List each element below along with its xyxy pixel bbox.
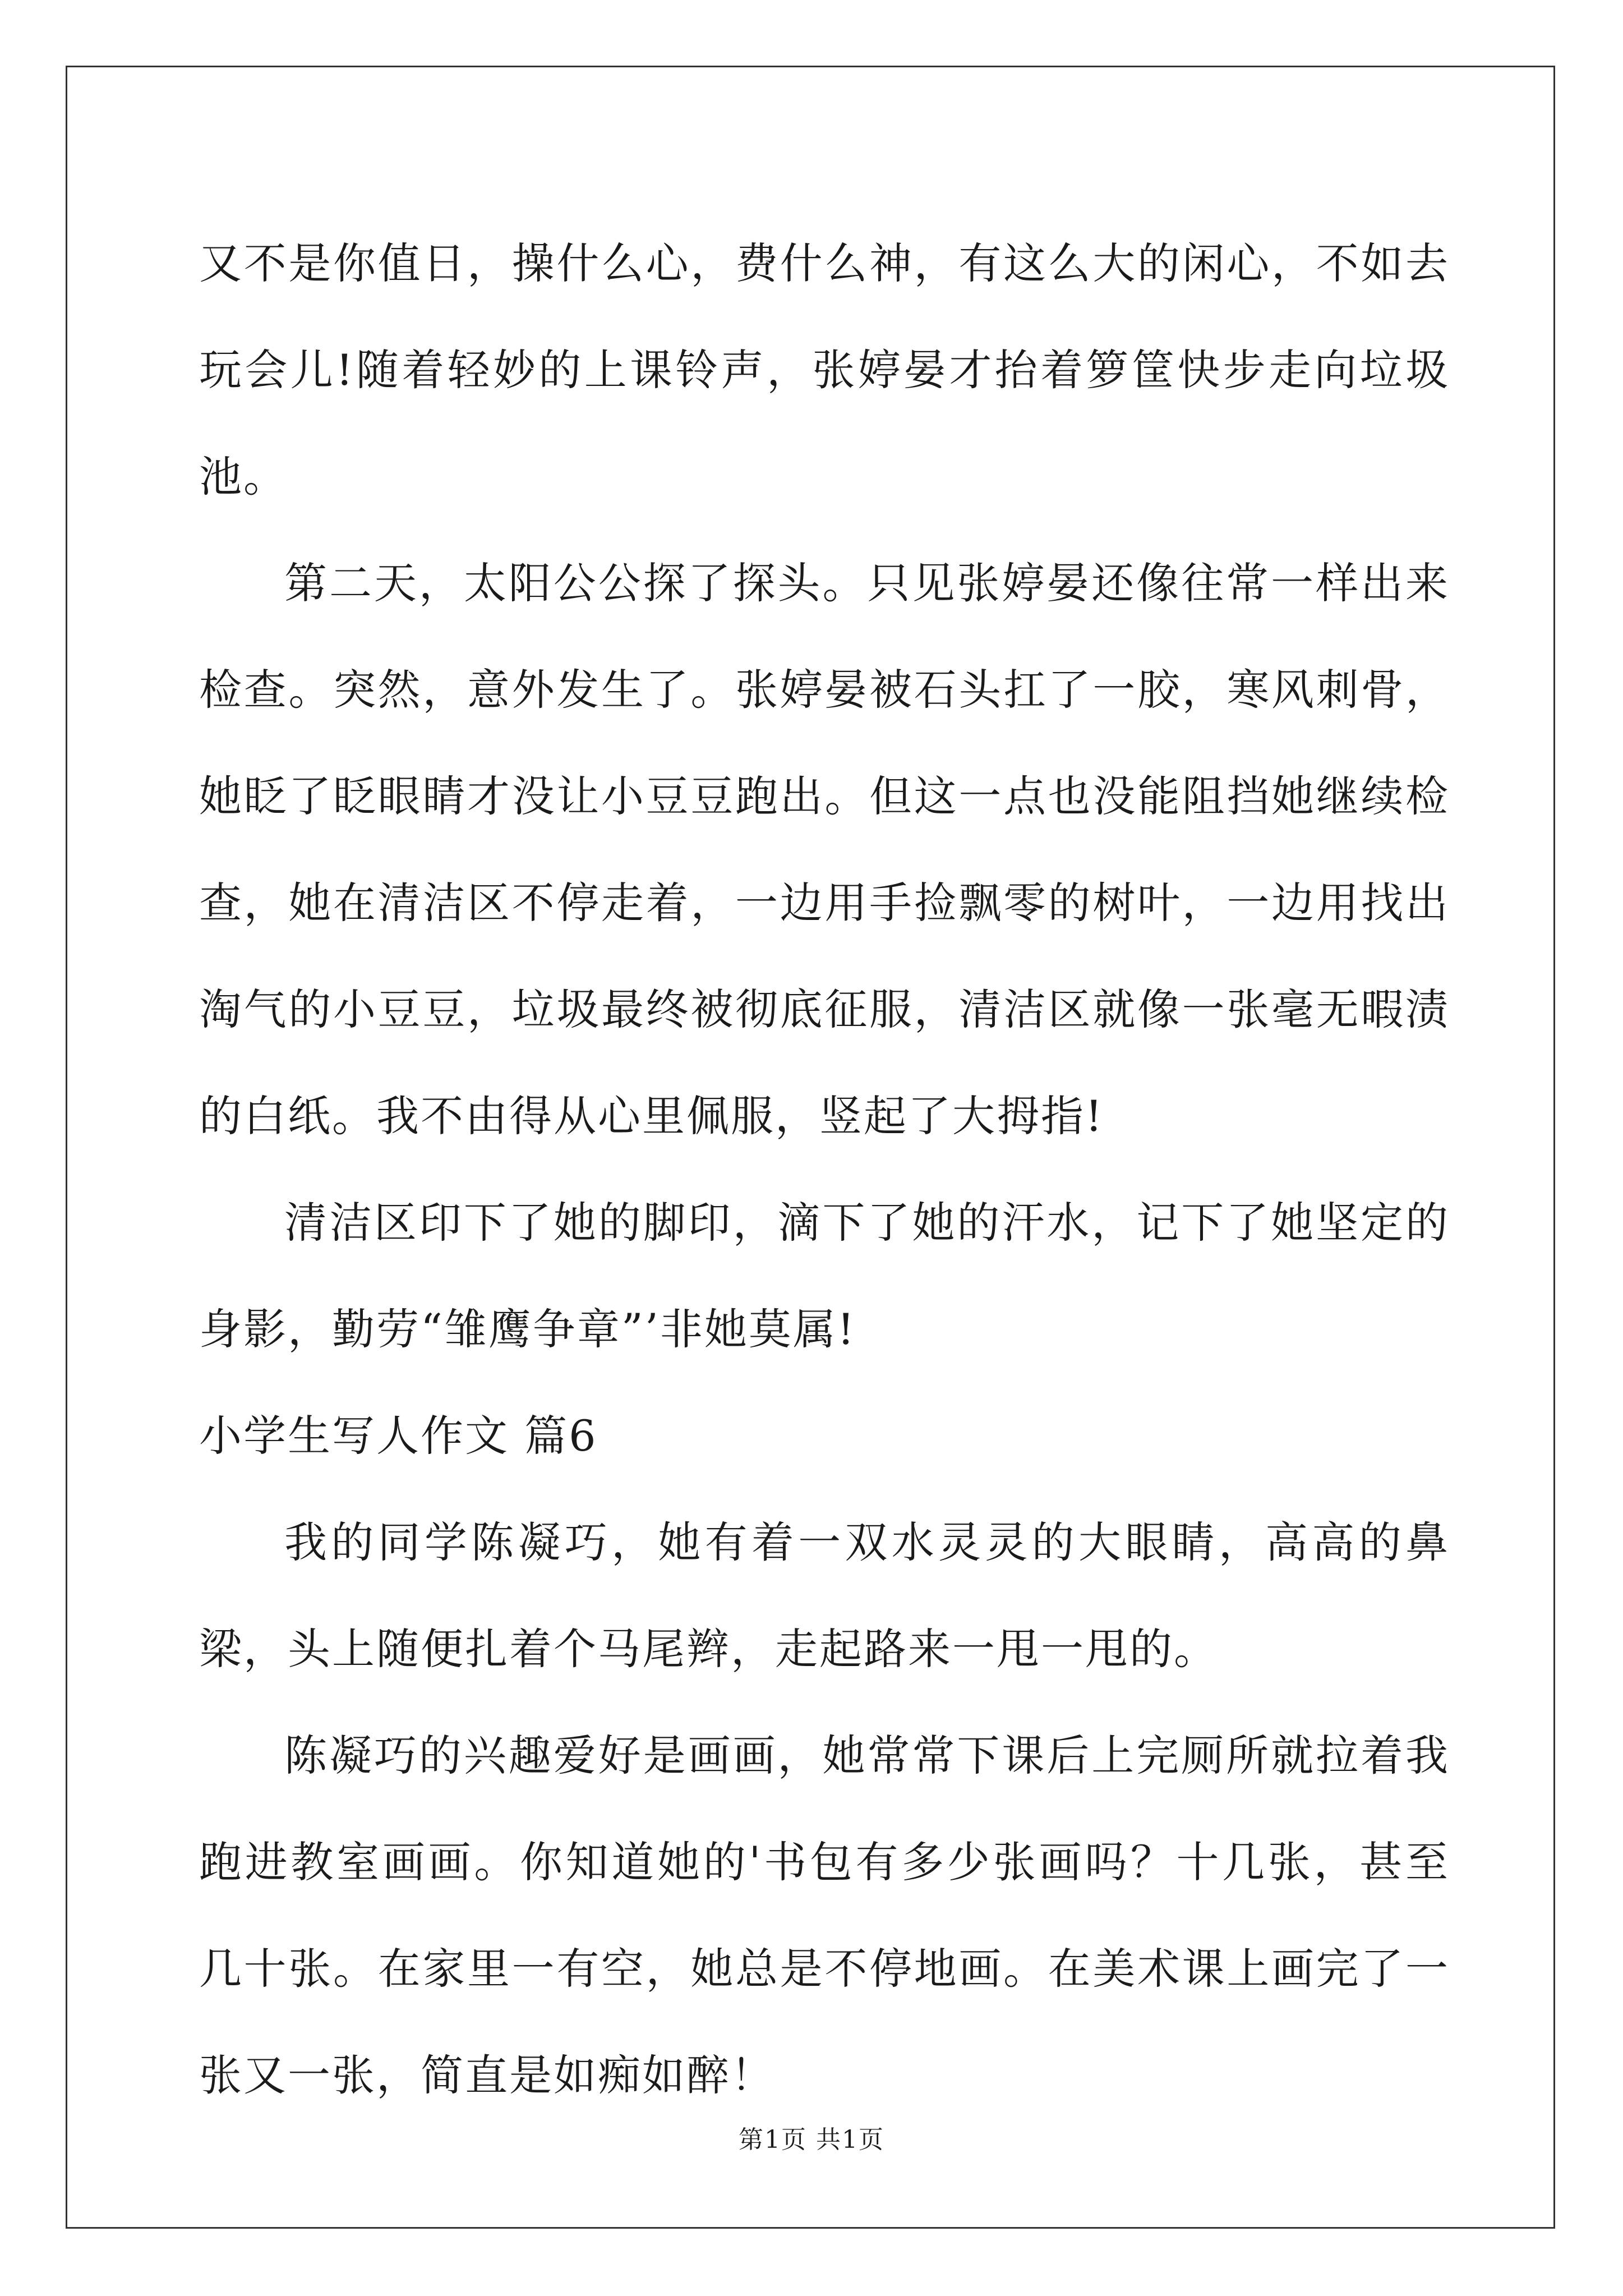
paragraph-3: 清洁区印下了她的脚印，滴下了她的汗水，记下了她坚定的身影，勤劳“雏鹰争章”’非她莫属! — [199, 1198, 1450, 1354]
paragraph-1: 又不是你值日，操什么心，费什么神，有这么大的闲心，不如去玩会儿!随着轻妙的上课铃声，张婷晏才抬着箩筐快步走向垃圾池。 — [199, 238, 1450, 501]
page-footer: 第1页 共1页 — [739, 2125, 884, 2154]
document-body — [199, 210, 1450, 2129]
paragraph-4: 我的同学陈凝巧，她有着一双水灵灵的大眼睛，高高的鼻梁，头上随便扎着个马尾辫，走起路来一甩一甩的。 — [199, 1517, 1450, 1674]
paragraph-2: 第二天，太阳公公探了探头。只见张婷晏还像往常一样出来检查。突然，意外发生了。张婷晏被石头扛了一胶，寒风刺骨，她眨了眨眼睛才没让小豆豆跑出。但这一点也没能阻挡她继续检查，她在清洁区不停走着，一边用手捡飘零的树叶，一边用找出淘气的小豆豆，垃圾最终被彻底征服，清洁区就像一张毫无暇渍的白纸。我不由得从心里佩服，竖起了大拇指! — [199, 558, 1450, 1141]
section-heading: 小学生写人作文 篇6 — [199, 1411, 598, 1461]
paragraph-5: 陈凝巧的兴趣爱好是画画，她常常下课后上完厕所就拉着我跑进教室画画。你知道她的'书包有多少张画吗？十几张，甚至几十张。在家里一有空，她总是不停地画。在美术课上画完了一张又一张，简直是如痴如醉！ — [199, 1731, 1450, 2100]
